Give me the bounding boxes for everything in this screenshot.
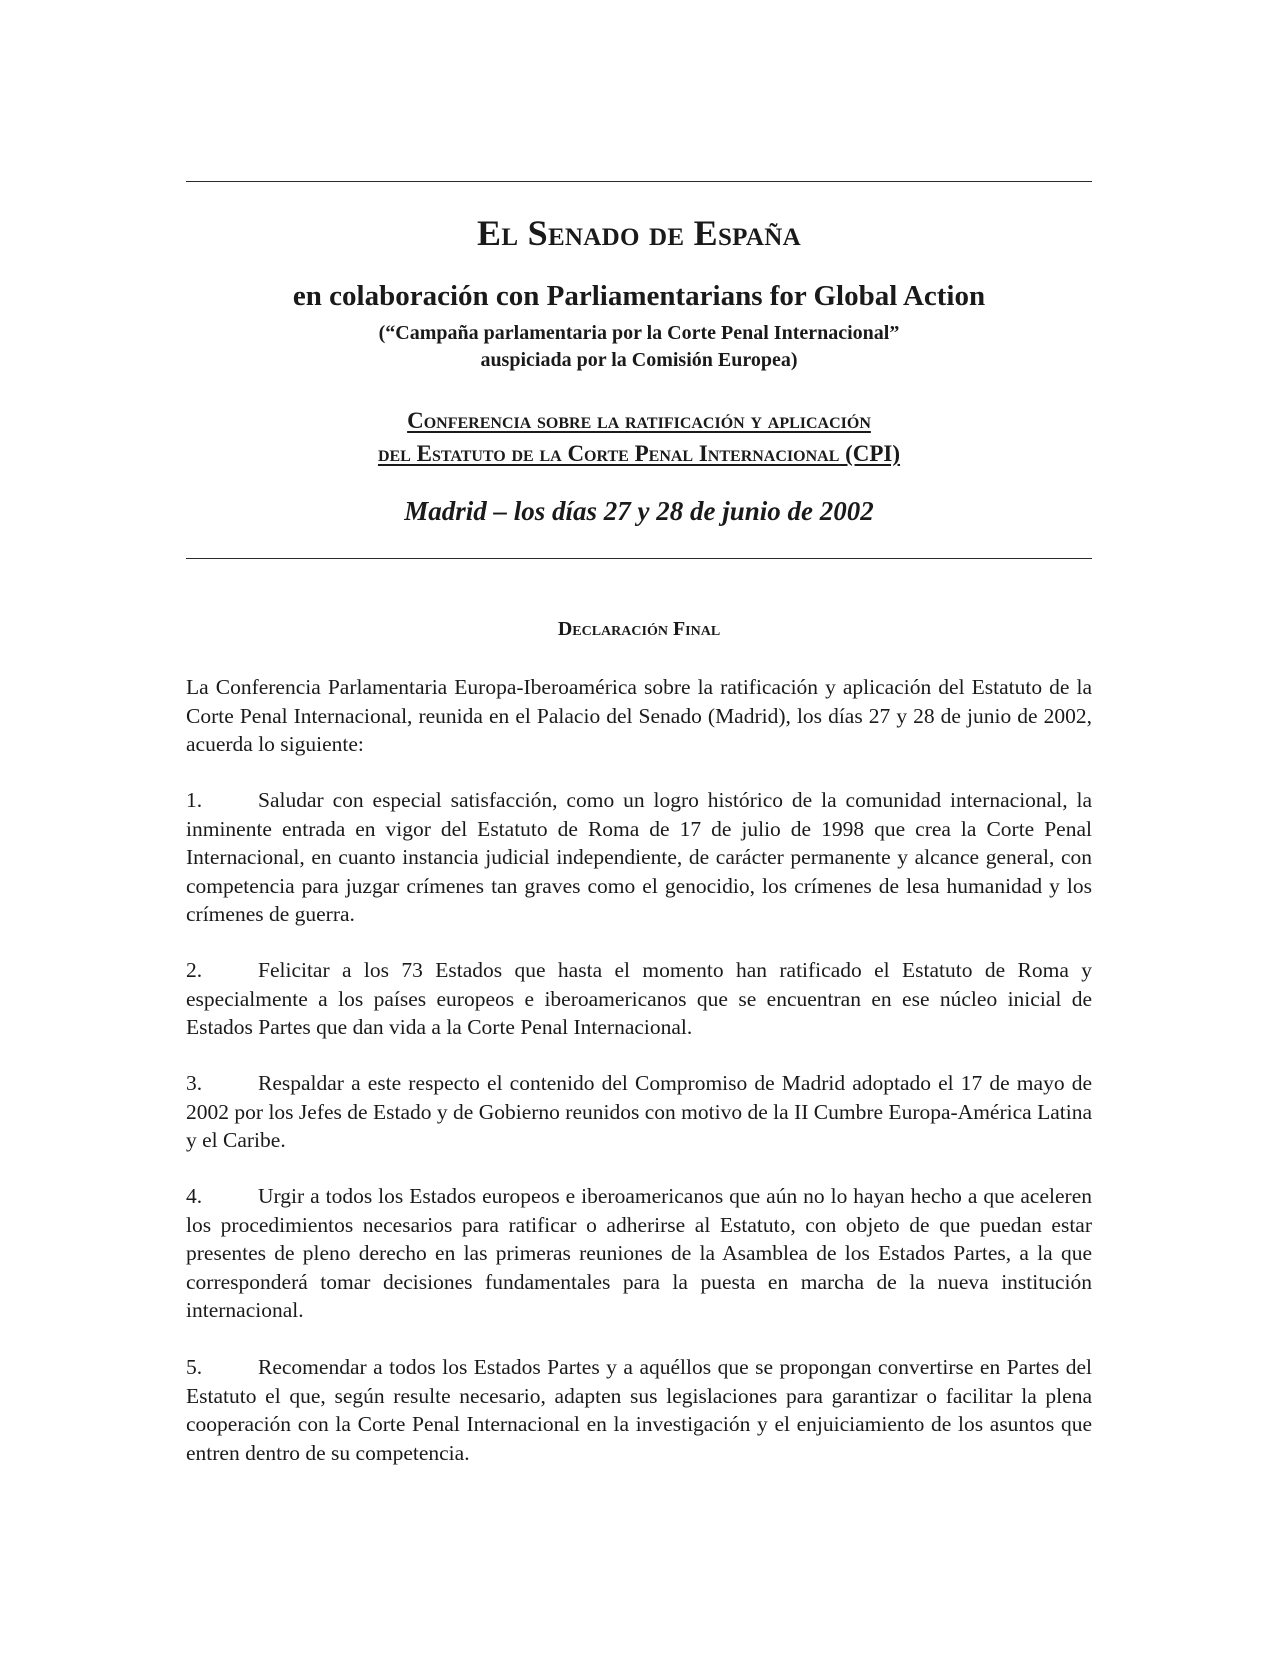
item-number: 3. (186, 1071, 203, 1095)
item-text: Saludar con especial satisfacción, como un logro histórico de la comunidad internacional, la inminente entrada en vigor del Estatuto de Roma de 17 de julio de 1998 que crea la Corte Penal Internacional, en cuanto instancia judicial independiente, de carácter permanente y alcance general, con competencia para juzgar crímenes tan graves como el genocidio, los crímenes de lesa humanidad y los crímenes de guerra. (186, 788, 1092, 926)
document-subtitle: en colaboración con Parliamentarians for Global Action (292, 280, 986, 312)
conference-title-line2: del Estatuto de la Corte Penal Internacional (CPI) (377, 441, 901, 466)
declaration-heading: Declaración Final (557, 618, 721, 640)
declaration-item (186, 956, 1092, 1042)
conference-title-line1: Conferencia sobre la ratificación y aplicación (407, 408, 871, 433)
item-number: 2. (186, 958, 203, 982)
declaration-item (186, 1353, 1092, 1467)
item-number: 4. (186, 1184, 203, 1208)
bottom-rule (186, 558, 1092, 559)
item-number: 5. (186, 1355, 203, 1379)
item-text: Felicitar a los 73 Estados que hasta el momento han ratificado el Estatuto de Roma y especialmente a los países europeos e iberoamericanos que se encuentran en ese núcleo inicial de Estados Partes que dan vida a la Corte Penal Internacional. (186, 958, 1092, 1039)
declaration-item (186, 786, 1092, 929)
document-title: El Senado de España (477, 213, 801, 253)
item-text: Recomendar a todos los Estados Partes y a aquéllos que se propongan convertirse en Partes del Estatuto el que, según resulte necesario, adapten sus legislaciones para garantizar o facilitar la plena cooperación con la Corte Penal Internacional en la investigación y el enjuiciamiento de los asuntos que entren dentro de su competencia. (186, 1355, 1092, 1465)
top-rule (186, 181, 1092, 182)
dateline: Madrid – los días 27 y 28 de junio de 2002 (404, 496, 874, 526)
campaign-line: (“Campaña parlamentaria por la Corte Penal Internacional” (378, 322, 900, 344)
item-text: Respaldar a este respecto el contenido del Compromiso de Madrid adoptado el 17 de mayo de 2002 por los Jefes de Estado y de Gobierno reunidos con motivo de la II Cumbre Europa-América Latina y el Caribe. (186, 1071, 1092, 1152)
sponsor-line: auspiciada por la Comisión Europea) (480, 349, 798, 371)
declaration-intro: La Conferencia Parlamentaria Europa-Iberoamérica sobre la ratificación y aplicación del Estatuto de la Corte Penal Internacional, reunida en el Palacio del Senado (Madrid), los días 27 y 28 de junio de 2002, acuerda lo siguiente: (186, 675, 1092, 756)
declaration-item (186, 1182, 1092, 1325)
item-number: 1. (186, 788, 203, 812)
declaration-item (186, 1069, 1092, 1155)
item-text: Urgir a todos los Estados europeos e iberoamericanos que aún no lo hayan hecho a que aceleren los procedimientos necesarios para ratificar o adherirse al Estatuto, con objeto de que puedan estar presentes de pleno derecho en las primeras reuniones de la Asamblea de los Estados Partes, a la que corresponderá tomar decisiones fundamentales para la puesta en marcha de la nueva institución internacional. (186, 1184, 1092, 1322)
